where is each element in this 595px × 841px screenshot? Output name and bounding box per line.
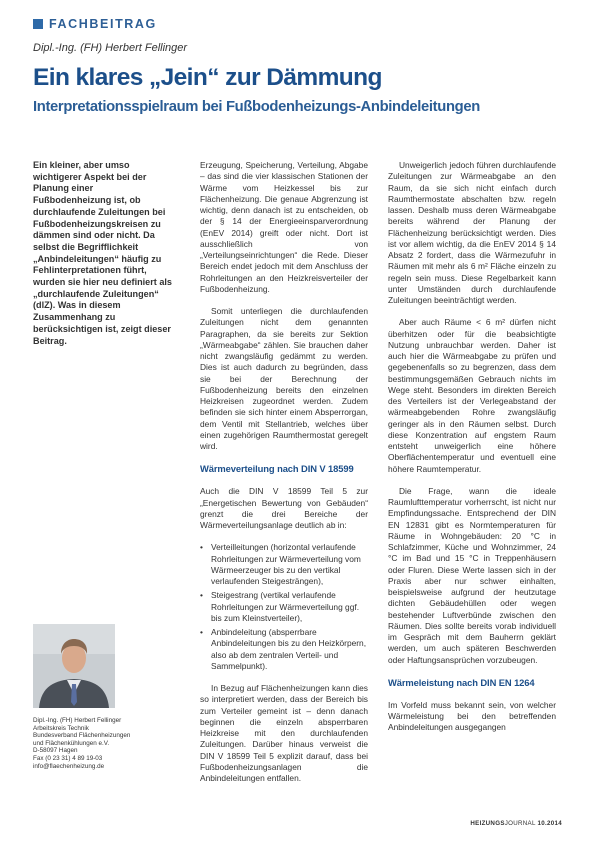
issue-number: 10.2014	[537, 820, 562, 827]
list-item	[200, 590, 368, 624]
author-info-box	[33, 717, 183, 770]
paragraph: In Bezug auf Flächenheizungen kann dies so interpretiert werden, dass der Bereich bis zum Verteiler gemeint ist – denn danach beginnen die einzeln absperrbaren Heizkreise mit den durchlaufenden Zuleitungen. Darüber hinaus verweist die DIN V 18599 Teil 5 explizit darauf, dass bei Fußbodenheizungsanlagen die Anbindeleitungen entfallen.	[200, 683, 368, 783]
bullet-icon: •	[200, 627, 203, 637]
article-subtitle: Interpretationsspielraum bei Fußbodenheizungs-Anbindeleitungen	[33, 99, 480, 115]
teaser	[33, 160, 173, 347]
section-heading: Wärmeverteilung nach DIN V 18599	[200, 463, 354, 475]
author-info-name: Dipl.-Ing. (FH) Herbert Fellinger	[33, 717, 122, 724]
author-info-org2: und Flächenkühlungen e.V.	[33, 739, 110, 747]
paragraph: Erzeugung, Speicherung, Verteilung, Abgabe – das sind die vier klassischen Stationen der Wärme vom Heizkessel bis zur Flächenheizung. Die genaue Abgrenzung ist wichtig, denn danach ist zu entscheiden, ob der § 14 der Energieeinsparverordnung (EnEV 2014) greift oder nicht. Dort ist ausschließlich von „Verteilungseinrichtungen“ die Rede. Dieser Bereich endet jedoch mit dem Anschluss der Rohrleitungen an den Heizkreisverteiler der Fußbodenheizung.	[200, 160, 368, 294]
author-photo	[33, 624, 115, 708]
magazine-name-part2: JOURNAL	[504, 820, 536, 827]
article-title: Ein klares „Jein“ zur Dämmung	[33, 64, 382, 91]
body-column-2	[388, 160, 556, 745]
paragraph: Auch die DIN V 18599 Teil 5 zur „Energetischen Bewertung von Gebäuden“ grenzt die drei Bereiche der Wärmeverteilungsanlage deutlich ab in:	[200, 486, 368, 530]
magazine-name-part1: HEIZUNGS	[470, 820, 505, 827]
bullet-icon: •	[200, 590, 203, 601]
rubric-label: FACHBEITRAG	[49, 17, 157, 31]
paragraph: Somit unterliegen die durchlaufenden Zuleitungen nicht dem genannten Paragraphen, da sie bereits zur Sektion „Wärmeabgabe“ zählen. Sie brauchen daher nicht zwangsläufig gedämmt zu werden. Dies ist auch dadurch zu begründen, dass sie bei der Berechnung der Fußbodenheizung bereits den einzelnen Heizkreisen zugeordnet werden. Zudem befinden sie sich hinter einem Absperrorgan, dem Ventil mit Stellantrieb, welches über einen zugehörigen Raumthermostat geregelt wird.	[200, 306, 368, 451]
author-info-org: Bundesverband Flächenheizungen	[33, 732, 131, 740]
author-info-fax: Fax (0 23 31) 4 89 19-03	[33, 754, 103, 762]
paragraph: Unweigerlich jedoch führen durchlaufende Zuleitungen zur Wärmeabgabe an den Raum, da sie sich nicht einfach durch Raumthermostate abschalten bzw. regeln lassen. Deshalb muss deren Wärmeabgabe bereits während der Planung der Flächenheizung berücksichtigt werden. Dies ist vor allem wichtig, da die EnEV 2014 § 14 Absatz 2 fordert, dass die Wärmezufuhr in Räumen mit mehr als 6 m² Fläche einzeln zu regeln sein muss. Diese Regelbarkeit kann unter Umständen durch durchlaufende Zuleitungen beeinträchtigt werden.	[388, 160, 556, 305]
paragraph: Aber auch Räume < 6 m² dürfen nicht überhitzen oder für die beabsichtigte Nutzung unbrauchbar werden. Daher ist auch hier die Wärmeabgabe zu prüfen und gegebenenfalls so zu begrenzen, dass dem bestimmungsgemäßen Gebrauch nichts im Wege steht. Besonders im direkten Bereich des Verteilers ist der Verlegeabstand der wärmeabgebenden Rohre zwangsläufig geringer als in den Räumen selbst. Durch diese Konzentration auf engstem Raum entsteht unweigerlich eine höhere Oberflächentemperatur und eventuell eine höhere Raumtemperatur.	[388, 317, 556, 474]
list-item-text: Verteilleitungen (horizontal verlaufende Rohrleitungen zur Wärmeverteilung vom Wärmeerzeuger bis zu den vertikal verlaufenden Steigesträngen),	[211, 542, 361, 586]
bullet-icon: •	[200, 542, 203, 553]
author-info-city: D-58097 Hagen	[33, 747, 78, 755]
rubric-square-icon	[33, 19, 43, 29]
author-info-dept: Arbeitskreis Technik	[33, 724, 89, 732]
section-heading: Wärmeleistung nach DIN EN 1264	[388, 676, 535, 688]
teaser-text: Ein kleiner, aber umso wichtigerer Aspekt bei der Planung einer Fußbodenheizung ist, ob durchlaufende Zuleitungen bei Fußbodenheizungskreisen zu dämmen sind oder nicht. Da selbst die Begrifflichkeit „Anbindeleitungen“ häufig zu Fehlinterpretationen führt, wurden sie hier neu definiert als „durchlaufende Zuleitungen“ (dlZ). Was in diesem Zusammenhang zu berücksichtigen ist, zeigt dieser Beitrag.	[33, 160, 172, 346]
author-line: Dipl.-Ing. (FH) Herbert Fellinger	[33, 42, 188, 54]
author-info-email[interactable]: info@flaechenheizung.de	[33, 762, 105, 770]
rubric	[33, 17, 157, 31]
body-column-1	[200, 160, 368, 795]
list-item-text: Anbindeleitung (absperrbare Anbindeleitungen bis zu den Heizkörpern, also ab dem zentralen Verteil- und Sammelpunkt).	[211, 627, 367, 671]
list-item	[200, 542, 368, 587]
paragraph: Die Frage, wann die ideale Raumlufttemperatur vorherrscht, ist nicht nur Empfindungssache. Entsprechend der DIN EN 12831 gibt es Normtemperaturen für Räume in Wohngebäuden: 20 °C in Schlafzimmer, Küche und Wohnzimmer, 24 °C im Bad und 15 °C in Treppenhäusern oder Fluren. Diese Werte lassen sich in der Praxis aber nur schwer einhalten, beispielsweise aufgrund der heutzutage dichten Gebäudehüllen oder wegen bestehender Luftverbünde zwischen den Räumen. Dies sollte bereits vorab individuell im Gespräch mit dem Bauherrn geklärt werden, um auch späteren Beschwerden oder Haftungsansprüchen vorzubeugen.	[388, 485, 556, 665]
list-item	[200, 627, 368, 672]
page-footer	[470, 820, 562, 827]
paragraph: Im Vorfeld muss bekannt sein, von welcher Wärmeleistung bei den betreffenden Anbindeleitungen ausgegangen	[388, 699, 556, 733]
bullet-list	[200, 542, 368, 672]
list-item-text: Steigestrang (vertikal verlaufende Rohrleitungen zur Wärmeverteilung ggf. bis zum Kleinstverteiler),	[211, 590, 360, 623]
